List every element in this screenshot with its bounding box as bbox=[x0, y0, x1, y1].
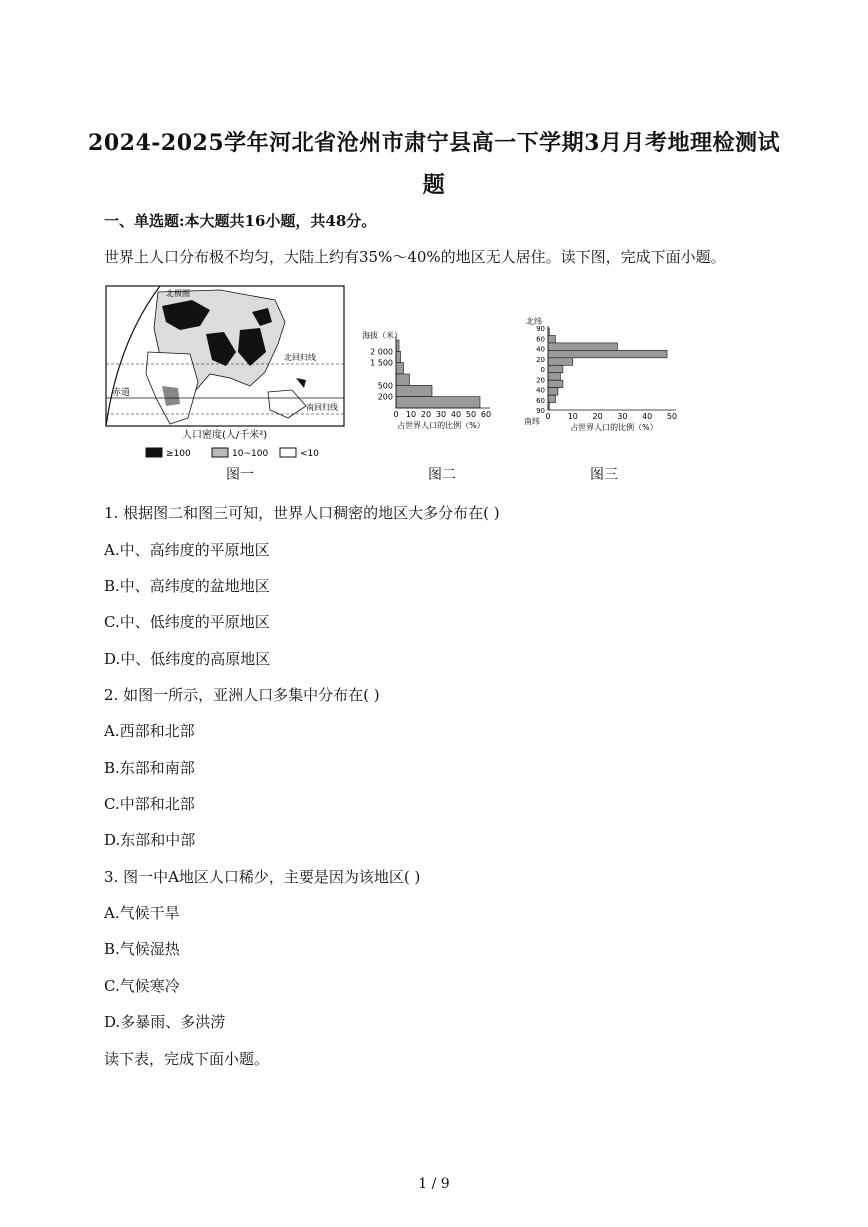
chart2-x-tick: 60 bbox=[480, 410, 492, 419]
chart3-y-tick: 20 bbox=[536, 376, 545, 385]
question-3: 3. 图一中A地区人口稀少，主要是因为该地区( ) bbox=[104, 868, 421, 886]
q3-option-d: D.多暴雨、多洪涝 bbox=[104, 1013, 226, 1031]
outro-text: 读下表，完成下面小题。 bbox=[104, 1050, 270, 1068]
page-title-line1: 2024-2025学年河北省沧州市肃宁县高一下学期3月月考地理检测试 bbox=[88, 130, 780, 156]
page-number: 1 / 9 bbox=[418, 1176, 450, 1192]
chart3-ylabel-south: 南纬 bbox=[524, 417, 540, 426]
legend-swatch-high bbox=[146, 448, 162, 457]
equator-label: 赤道 bbox=[112, 388, 131, 398]
q1-option-d: D.中、低纬度的高原地区 bbox=[104, 650, 271, 668]
chart2-x-tick: 10 bbox=[405, 410, 417, 419]
q2-option-d: D.东部和中部 bbox=[104, 831, 196, 849]
chart2-bar bbox=[396, 363, 404, 374]
q2-option-a: A.西部和北部 bbox=[104, 722, 195, 740]
chart3-ylabel-north: 北纬 bbox=[526, 317, 542, 326]
q2-option-b: B.东部和南部 bbox=[104, 759, 195, 777]
chart2-x-tick: 50 bbox=[465, 410, 477, 419]
chart2-ylabel: 海拔（米） bbox=[362, 331, 402, 340]
chart3-bar bbox=[548, 388, 558, 395]
chart3-y-tick: 40 bbox=[536, 345, 545, 354]
chart3-bar bbox=[548, 335, 555, 342]
south-tropic-label: 南回归线 bbox=[306, 403, 338, 412]
chart2-y-tick: 200 bbox=[377, 392, 393, 402]
q3-option-b: B.气候湿热 bbox=[104, 940, 180, 958]
chart3-x-tick: 30 bbox=[617, 412, 628, 421]
q3-option-c: C.气候寒冷 bbox=[104, 977, 180, 995]
chart2-x-tick: 0 bbox=[393, 410, 399, 419]
chart3-y-tick: 90 bbox=[536, 407, 545, 415]
chart2-x-tick: 40 bbox=[450, 410, 462, 419]
chart2-bar bbox=[396, 340, 399, 351]
chart3-x-tick: 10 bbox=[567, 412, 578, 421]
chart3-y-tick: 60 bbox=[536, 396, 545, 405]
chart2-y-tick: 2 000 bbox=[370, 347, 393, 357]
chart3-xlabel: 占世界人口的比例（%） bbox=[570, 423, 658, 432]
arctic-label: 北极圈 bbox=[166, 289, 190, 298]
legend-swatch-mid bbox=[212, 448, 228, 457]
question-1: 1. 根据图二和图三可知，世界人口稠密的地区大多分布在( ) bbox=[104, 504, 500, 522]
chart3-bar bbox=[548, 380, 563, 387]
figure-3-caption: 图三 bbox=[590, 467, 618, 483]
chart2-bar bbox=[396, 374, 410, 385]
chart3-y-tick: 20 bbox=[536, 355, 545, 364]
legend-label-mid: 10~100 bbox=[232, 449, 269, 459]
chart3-y-tick: 0 bbox=[540, 366, 545, 374]
figure-3-chart bbox=[520, 312, 690, 438]
chart2-bar bbox=[396, 351, 401, 362]
chart3-x-tick: 50 bbox=[666, 412, 678, 421]
chart2-y-tick: 1 500 bbox=[370, 358, 393, 368]
figure-2-chart bbox=[360, 318, 510, 438]
chart3-bar bbox=[548, 343, 617, 350]
chart3-x-tick: 20 bbox=[592, 412, 603, 421]
chart2-bar bbox=[396, 385, 432, 396]
figure-1-map bbox=[100, 282, 350, 462]
chart3-bar bbox=[548, 350, 667, 357]
figure-1-caption: 图一 bbox=[226, 467, 254, 483]
chart3-bar bbox=[548, 395, 555, 402]
chart3-x-tick: 40 bbox=[642, 412, 653, 421]
section-heading: 一、单选题:本大题共16小题，共48分。 bbox=[104, 212, 377, 230]
chart3-bar bbox=[548, 358, 573, 365]
legend-title: 人口密度(人/千米²) bbox=[182, 430, 268, 441]
legend-label-high: ≥100 bbox=[166, 449, 191, 459]
chart2-x-tick: 20 bbox=[420, 410, 432, 419]
chart3-bar bbox=[548, 373, 560, 380]
chart3-y-tick: 40 bbox=[536, 386, 545, 395]
page-title-line2: 题 bbox=[422, 172, 446, 198]
question-2: 2. 如图一所示，亚洲人口多集中分布在( ) bbox=[104, 686, 380, 704]
chart2-x-tick: 30 bbox=[435, 410, 447, 419]
q1-option-b: B.中、高纬度的盆地地区 bbox=[104, 577, 270, 595]
q1-option-c: C.中、低纬度的平原地区 bbox=[104, 613, 270, 631]
figure-2-caption: 图二 bbox=[428, 467, 456, 483]
intro-text: 世界上人口分布极不均匀，大陆上约有35%～40%的地区无人居住。读下图，完成下面小题。 bbox=[104, 248, 726, 266]
chart3-bar bbox=[548, 365, 563, 372]
legend-label-low: <10 bbox=[300, 449, 319, 459]
q3-option-a: A.气候干旱 bbox=[104, 904, 180, 922]
legend-swatch-low bbox=[280, 448, 296, 457]
chart2-xlabel: 占世界人口的比例（%） bbox=[397, 421, 485, 430]
q2-option-c: C.中部和北部 bbox=[104, 795, 195, 813]
chart2-bar bbox=[396, 397, 480, 408]
chart3-y-tick: 90 bbox=[536, 325, 545, 333]
chart3-x-tick: 0 bbox=[545, 412, 551, 421]
chart2-y-tick: 500 bbox=[377, 381, 393, 391]
north-tropic-label: 北回归线 bbox=[284, 353, 316, 362]
chart3-y-tick: 60 bbox=[536, 335, 545, 344]
q1-option-a: A.中、高纬度的平原地区 bbox=[104, 541, 270, 559]
